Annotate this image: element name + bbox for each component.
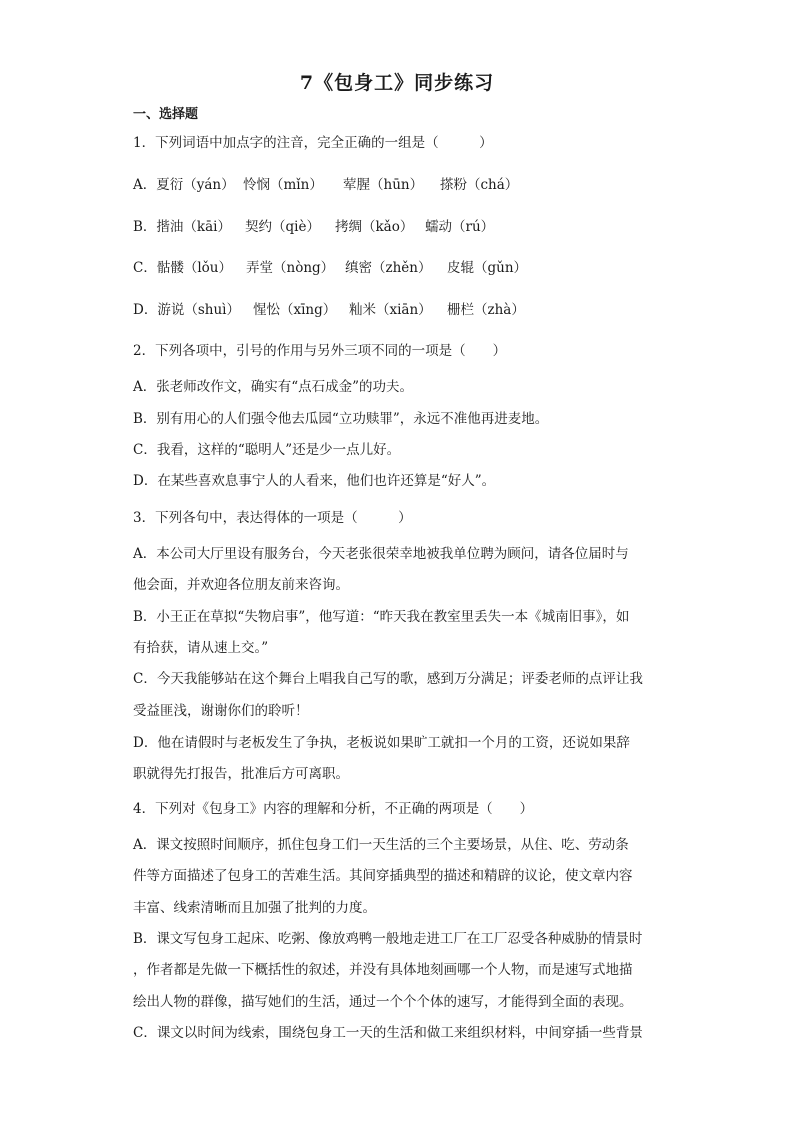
question-4-option-c: C．课文以时间为线索，围绕包身工一天的生活和做工来组织材料，中间穿插一些背景 xyxy=(133,1025,643,1041)
option-part: 弄堂（nòng） xyxy=(246,260,335,276)
option-part: 契约（qiè） xyxy=(245,219,320,235)
section-heading: 一、选择题 xyxy=(133,107,199,122)
question-1-option-d xyxy=(133,300,525,320)
question-4-option-b: B．课文写包身工起床、吃粥、像放鸡鸭一般地走进工厂在工厂忍受各种威胁的情景时 xyxy=(133,931,643,947)
question-3-option-c: C．今天我能够站在这个舞台上唱我自己写的歌，感到万分满足；评委老师的点评让我 xyxy=(133,671,643,687)
question-3-option-c-cont: 受益匪浅，谢谢你们的聆听！ xyxy=(133,703,309,719)
option-part: 蠕动（rú） xyxy=(425,219,495,235)
option-part: 拷绸（kǎo） xyxy=(335,219,414,235)
option-part: D．游说（shuì） xyxy=(133,302,240,318)
option-part: 皮辊（gǔn） xyxy=(447,260,528,276)
option-part: A．夏衍（yán） xyxy=(133,177,235,193)
question-2-option-d: D．在某些喜欢息事宁人的人看来，他们也许还算是“好人”。 xyxy=(133,473,496,489)
question-3-option-a-cont: 他会面，并欢迎各位朋友前来咨询。 xyxy=(133,577,349,593)
question-3-option-b: B．小王正在草拟“失物启事”，他写道：“昨天我在教室里丢失一本《城南旧事》，如 xyxy=(133,609,630,625)
question-4-option-a-cont: 丰富、线索清晰而且加强了批判的力度。 xyxy=(133,900,376,916)
question-2-option-c: C．我看，这样的“聪明人”还是少一点儿好。 xyxy=(133,442,401,458)
option-part: 栅栏（zhà） xyxy=(447,302,525,318)
question-3-option-d-cont: 职就得先打报告，批准后方可离职。 xyxy=(133,766,349,782)
option-part: 搽粉（chá） xyxy=(440,177,519,193)
question-1-option-c xyxy=(133,258,527,278)
question-3-option-a: A．本公司大厅里设有服务台，今天老张很荣幸地被我单位聘为顾问，请各位届时与 xyxy=(133,546,629,562)
option-part: 怜悯（mǐn） xyxy=(243,177,323,193)
question-4-option-b-cont: ，作者都是先做一下概括性的叙述，并没有具体地刻画哪一个人物，而是速写式地描 xyxy=(133,962,633,978)
question-3-option-b-cont: 有拾获，请从速上交。” xyxy=(133,640,269,656)
question-4-option-b-cont: 绘出人物的群像，描写她们的生活，通过一个个个体的速写，才能得到全面的表现。 xyxy=(133,994,633,1010)
option-part: 惺忪（xīng） xyxy=(253,302,337,318)
question-1-option-a xyxy=(133,175,518,195)
option-part: B．揩油（kāi） xyxy=(133,219,231,235)
question-3-stem: 3．下列各句中，表达得体的一项是（ ） xyxy=(133,510,412,526)
question-1-option-b xyxy=(133,217,494,237)
option-part: C．骷髅（lǒu） xyxy=(133,260,232,276)
question-4-option-a: A．课文按照时间顺序，抓住包身工们一天生活的三个主要场景，从住、吃、劳动条 xyxy=(133,837,629,853)
question-2-option-a: A．张老师改作文，确实有“点石成金”的功夫。 xyxy=(133,379,414,395)
option-part: 籼米（xiān） xyxy=(349,302,432,318)
page-title: 7《包身工》同步练习 xyxy=(299,72,495,94)
option-part: 荤腥（hūn） xyxy=(343,177,424,193)
question-4-stem: 4．下列对《包身工》内容的理解和分析，不正确的两项是（ ） xyxy=(133,801,534,817)
question-3-option-d: D．他在请假时与老板发生了争执，老板说如果旷工就扣一个月的工资，还说如果辞 xyxy=(133,735,630,751)
question-1-stem: 1．下列词语中加点字的注音，完全正确的一组是（ ） xyxy=(133,135,493,151)
question-4-option-a-cont: 件等方面描述了包身工的苦难生活。其间穿插典型的描述和精辟的议论，使文章内容 xyxy=(133,868,633,884)
question-2-option-b: B．别有用心的人们强令他去瓜园“立功赎罪”，永远不准他再进麦地。 xyxy=(133,411,549,427)
question-2-stem: 2．下列各项中，引号的作用与另外三项不同的一项是（ ） xyxy=(133,343,507,359)
option-part: 缜密（zhěn） xyxy=(345,260,432,276)
